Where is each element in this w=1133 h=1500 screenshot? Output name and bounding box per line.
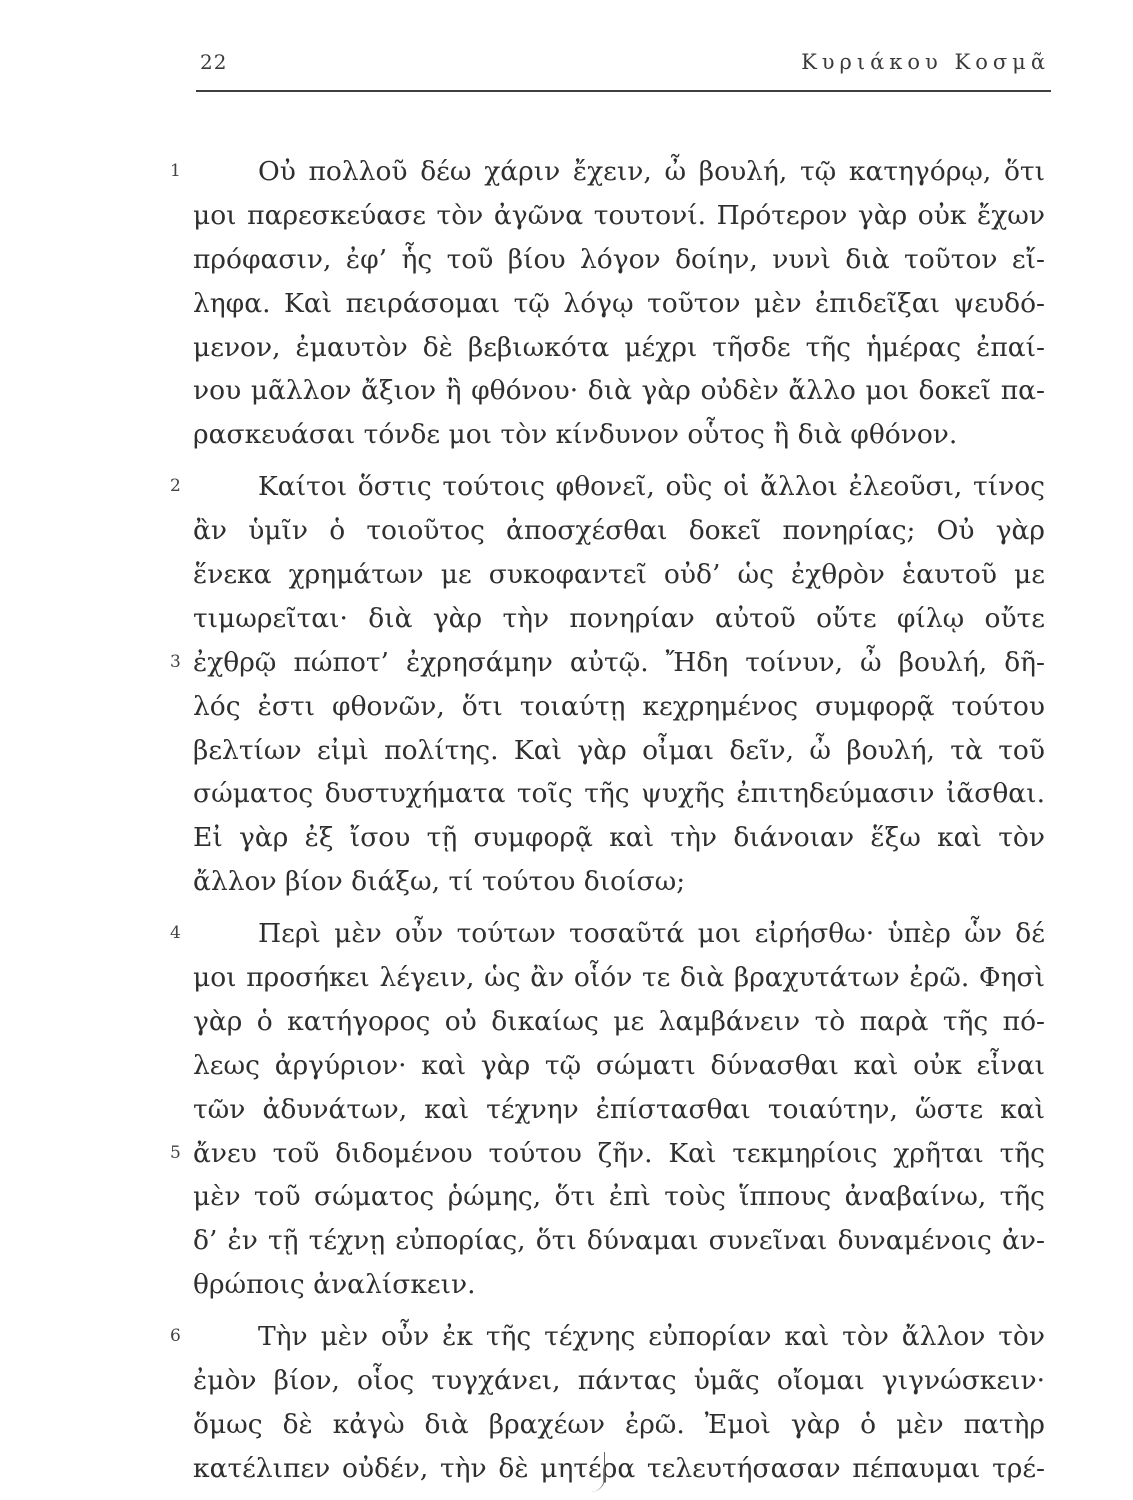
line-text: ἂν ὑμῖν ὁ τοιοῦτος ἀποσχέσθαι δοκεῖ πονηρίας; Οὐ γὰρ — [193, 515, 1045, 547]
section-number: 2 — [170, 476, 181, 497]
line-text: ρασκευάσαι τόνδε μοι τὸν κίνδυνον οὗτος ἢ διὰ φθόνον. — [193, 419, 958, 451]
running-title: Κυριάκου Κοσμᾶ — [801, 50, 1050, 74]
text-line — [0, 816, 1133, 860]
section-gap — [0, 904, 1133, 912]
line-text: νου μᾶλλον ἄξιον ἢ φθόνου· διὰ γὰρ οὐδὲν ἄλλο μοι δοκεῖ πα- — [193, 375, 1045, 407]
line-text: δ’ ἐν τῇ τέχνῃ εὐπορίας, ὅτι δύναμαι συνεῖναι δυναμένοις ἀν- — [193, 1225, 1045, 1257]
line-text: θρώποις ἀναλίσκειν. — [193, 1269, 476, 1301]
line-text: ἐχθρῷ πώποτ’ ἐχρησάμην αὐτῷ. Ἤδη τοίνυν, ὦ βουλή, δῆ- — [193, 646, 1045, 678]
text-line — [0, 1219, 1133, 1263]
text-line — [0, 413, 1133, 457]
section-number: 5 — [170, 1142, 181, 1163]
section-gap — [0, 457, 1133, 465]
text-line — [0, 1359, 1133, 1403]
line-text: μενον, ἐμαυτὸν δὲ βεβιωκότα μέχρι τῆσδε τῆς ἡμέρας ἐπαί- — [193, 331, 1045, 363]
line-text: μὲν τοῦ σώματος ῥώμης, ὅτι ἐπὶ τοὺς ἵππους ἀναβαίνω, τῆς — [193, 1181, 1045, 1213]
text-line — [0, 326, 1133, 370]
text-line — [0, 772, 1133, 816]
line-text: τιμωρεῖται· διὰ γὰρ τὴν πονηρίαν αὐτοῦ οὔτε φίλῳ οὔτε — [193, 602, 1045, 634]
section-number: 6 — [170, 1326, 181, 1347]
line-text: ληφα. Καὶ πειράσομαι τῷ λόγῳ τοῦτον μὲν ἐπιδεῖξαι ψευδό- — [193, 287, 1045, 319]
line-text: λός ἐστι φθονῶν, ὅτι τοιαύτῃ κεχρημένος συμφορᾷ τούτου — [193, 690, 1045, 722]
line-text: βελτίων εἰμὶ πολίτης. Καὶ γὰρ οἶμαι δεῖν, ὦ βουλή, τὰ τοῦ — [193, 734, 1045, 766]
line-text: ἄλλον βίον διάξω, τί τούτου διοίσω; — [193, 866, 686, 898]
text-line — [0, 729, 1133, 773]
text-line — [0, 1403, 1133, 1447]
text-line — [0, 912, 1133, 956]
line-text: λεως ἀργύριον· καὶ γὰρ τῷ σώματι δύνασθαι καὶ οὐκ εἶναι — [193, 1049, 1045, 1081]
line-text: μοι προσήκει λέγειν, ὡς ἂν οἷόν τε διὰ βραχυτάτων ἐρῶ. Φησὶ — [193, 962, 1045, 994]
text-line — [0, 1132, 1133, 1176]
text-line — [0, 1044, 1133, 1088]
line-text: Εἰ γὰρ ἐξ ἴσου τῇ συμφορᾷ καὶ τὴν διάνοιαν ἕξω καὶ τὸν — [193, 822, 1045, 854]
text-line — [0, 1315, 1133, 1359]
line-text: ἄνευ τοῦ διδομένου τούτου ζῆν. Καὶ τεκμηρίοις χρῆται τῆς — [193, 1137, 1045, 1169]
text-line — [0, 1000, 1133, 1044]
header-rule — [196, 90, 1051, 92]
text-line — [0, 1447, 1133, 1491]
line-text: Καίτοι ὅστις τούτοις φθονεῖ, οὓς οἱ ἄλλοι ἐλεοῦσι, τίνος — [258, 471, 1045, 503]
text-line — [0, 860, 1133, 904]
line-text: Περὶ μὲν οὖν τούτων τοσαῦτά μοι εἰρήσθω· ὑπὲρ ὧν δέ — [258, 918, 1045, 950]
text-line — [0, 597, 1133, 641]
line-text: γὰρ ὁ κατήγορος οὐ δικαίως με λαμβάνειν τὸ παρὰ τῆς πό- — [193, 1005, 1045, 1037]
text-line — [0, 1263, 1133, 1307]
text-line — [0, 685, 1133, 729]
line-text: ἕνεκα χρημάτων με συκοφαντεῖ οὐδ’ ὡς ἐχθρὸν ἑαυτοῦ με — [193, 559, 1045, 591]
text-line — [0, 1175, 1133, 1219]
line-text: τῶν ἀδυνάτων, καὶ τέχνην ἐπίστασθαι τοιαύτην, ὥστε καὶ — [193, 1093, 1045, 1125]
section-number: 4 — [170, 923, 181, 944]
text-line — [0, 641, 1133, 685]
text-line — [0, 553, 1133, 597]
section-gap — [0, 1307, 1133, 1315]
body-text — [0, 150, 1133, 1491]
line-text: κατέλιπεν οὐδέν, τὴν δὲ μητέρα τελευτήσασαν πέπαυμαι τρέ- — [193, 1452, 1045, 1484]
line-text: Οὐ πολλοῦ δέω χάριν ἔχειν, ὦ βουλή, τῷ κατηγόρῳ, ὅτι — [258, 156, 1045, 187]
text-line — [0, 369, 1133, 413]
text-line — [0, 509, 1133, 553]
text-line — [0, 238, 1133, 282]
line-text: σώματος δυστυχήματα τοῖς τῆς ψυχῆς ἐπιτηδεύμασιν ἰᾶσθαι. — [193, 778, 1045, 810]
text-line — [0, 150, 1133, 194]
line-text: μοι παρεσκεύασε τὸν ἀγῶνα τουτονί. Πρότερον γὰρ οὐκ ἔχων — [193, 199, 1045, 231]
line-text: Τὴν μὲν οὖν ἐκ τῆς τέχνης εὐπορίαν καὶ τὸν ἄλλον τὸν — [258, 1321, 1045, 1353]
text-line — [0, 956, 1133, 1000]
line-text: ὅμως δὲ κἀγὼ διὰ βραχέων ἐρῶ. Ἐμοὶ γὰρ ὁ μὲν πατὴρ — [193, 1408, 1045, 1440]
section-number: 1 — [170, 161, 181, 181]
section-number: 3 — [170, 651, 181, 672]
page-number: 22 — [200, 50, 228, 74]
line-text: πρόφασιν, ἐφ’ ἧς τοῦ βίου λόγον δοίην, νυνὶ διὰ τοῦτον εἴ- — [193, 243, 1045, 275]
line-text: ἐμὸν βίον, οἷος τυγχάνει, πάντας ὑμᾶς οἴομαι γιγνώσκειν· — [193, 1365, 1045, 1397]
text-line — [0, 194, 1133, 238]
text-line — [0, 465, 1133, 509]
text-line — [0, 1088, 1133, 1132]
running-head — [200, 44, 1050, 84]
text-line — [0, 282, 1133, 326]
